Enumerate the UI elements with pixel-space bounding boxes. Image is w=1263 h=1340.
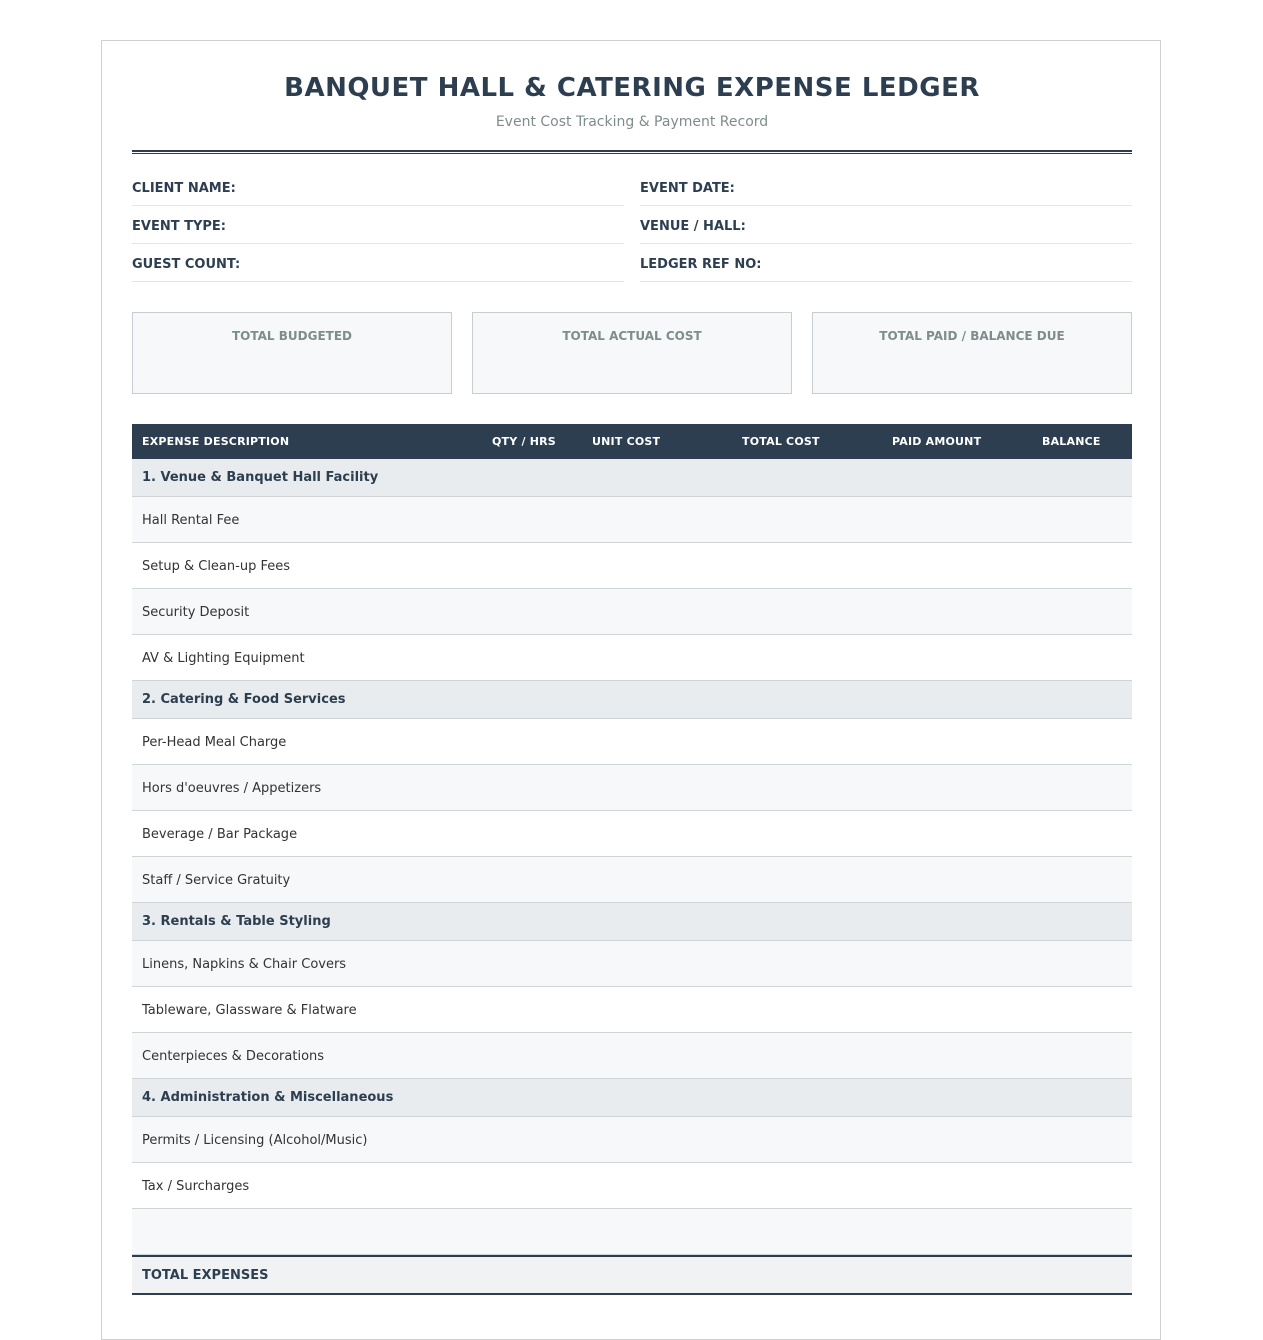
total-actual-box — [472, 312, 792, 394]
table-row[interactable] — [132, 811, 1132, 857]
client-name-label: CLIENT NAME: — [132, 181, 236, 196]
section-venue — [132, 459, 1132, 497]
section-title: 1. Venue & Banquet Hall Facility — [142, 470, 379, 485]
table-row[interactable] — [132, 497, 1132, 543]
table-row[interactable] — [132, 719, 1132, 765]
table-row[interactable] — [132, 1117, 1132, 1163]
ledger-ref-label: LEDGER REF NO: — [640, 257, 762, 272]
ledger-page — [101, 40, 1161, 1340]
table-row[interactable] — [132, 635, 1132, 681]
row-label: Beverage / Bar Package — [142, 827, 298, 842]
table-row-blank[interactable] — [132, 1209, 1132, 1255]
total-actual-label: TOTAL ACTUAL COST — [562, 329, 702, 343]
event-date-field[interactable] — [640, 177, 1132, 206]
expense-table — [132, 424, 1132, 1295]
row-label: Centerpieces & Decorations — [142, 1049, 325, 1064]
header-divider — [132, 150, 1132, 154]
event-type-label: EVENT TYPE: — [132, 219, 226, 234]
guest-count-label: GUEST COUNT: — [132, 257, 241, 272]
section-catering — [132, 681, 1132, 719]
section-title: 3. Rentals & Table Styling — [142, 914, 331, 929]
col-total-cost: TOTAL COST — [742, 435, 820, 448]
table-row[interactable] — [132, 1033, 1132, 1079]
section-title: 2. Catering & Food Services — [142, 692, 346, 707]
venue-hall-field[interactable] — [640, 215, 1132, 244]
table-header — [132, 424, 1132, 459]
row-label: AV & Lighting Equipment — [142, 651, 305, 666]
client-name-field[interactable] — [132, 177, 624, 206]
section-title: 4. Administration & Miscellaneous — [142, 1090, 394, 1105]
total-paid-box — [812, 312, 1132, 394]
col-paid-amount: PAID AMOUNT — [892, 435, 982, 448]
total-expenses-row — [132, 1255, 1132, 1295]
table-row[interactable] — [132, 765, 1132, 811]
col-unit-cost: UNIT COST — [592, 435, 661, 448]
ledger-ref-field[interactable] — [640, 253, 1132, 282]
row-label: Setup & Clean-up Fees — [142, 559, 290, 574]
table-row[interactable] — [132, 543, 1132, 589]
total-paid-label: TOTAL PAID / BALANCE DUE — [879, 329, 1065, 343]
page-subtitle: Event Cost Tracking & Payment Record — [495, 114, 769, 130]
row-label: Tax / Surcharges — [142, 1179, 250, 1194]
row-label: Linens, Napkins & Chair Covers — [142, 957, 347, 972]
guest-count-field[interactable] — [132, 253, 624, 282]
event-date-label: EVENT DATE: — [640, 181, 735, 196]
row-label: Security Deposit — [142, 605, 250, 620]
page-title: BANQUET HALL & CATERING EXPENSE LEDGER — [284, 73, 980, 103]
venue-hall-label: VENUE / HALL: — [640, 219, 746, 234]
total-budgeted-box — [132, 312, 452, 394]
table-row[interactable] — [132, 941, 1132, 987]
event-type-field[interactable] — [132, 215, 624, 244]
table-row[interactable] — [132, 987, 1132, 1033]
row-label: Staff / Service Gratuity — [142, 873, 291, 888]
row-label: Tableware, Glassware & Flatware — [142, 1003, 357, 1018]
table-row[interactable] — [132, 857, 1132, 903]
col-qty-hrs: QTY / HRS — [492, 435, 556, 448]
col-balance: BALANCE — [1042, 435, 1101, 448]
table-row[interactable] — [132, 589, 1132, 635]
section-rentals — [132, 903, 1132, 941]
section-administration — [132, 1079, 1132, 1117]
table-row[interactable] — [132, 1163, 1132, 1209]
row-label: Hors d'oeuvres / Appetizers — [142, 781, 322, 796]
total-budgeted-label: TOTAL BUDGETED — [232, 329, 352, 343]
row-label: Permits / Licensing (Alcohol/Music) — [142, 1133, 368, 1148]
row-label: Per-Head Meal Charge — [142, 735, 287, 750]
total-expenses-label: TOTAL EXPENSES — [142, 1268, 269, 1283]
col-expense-description: EXPENSE DESCRIPTION — [142, 435, 290, 448]
row-label: Hall Rental Fee — [142, 513, 240, 528]
